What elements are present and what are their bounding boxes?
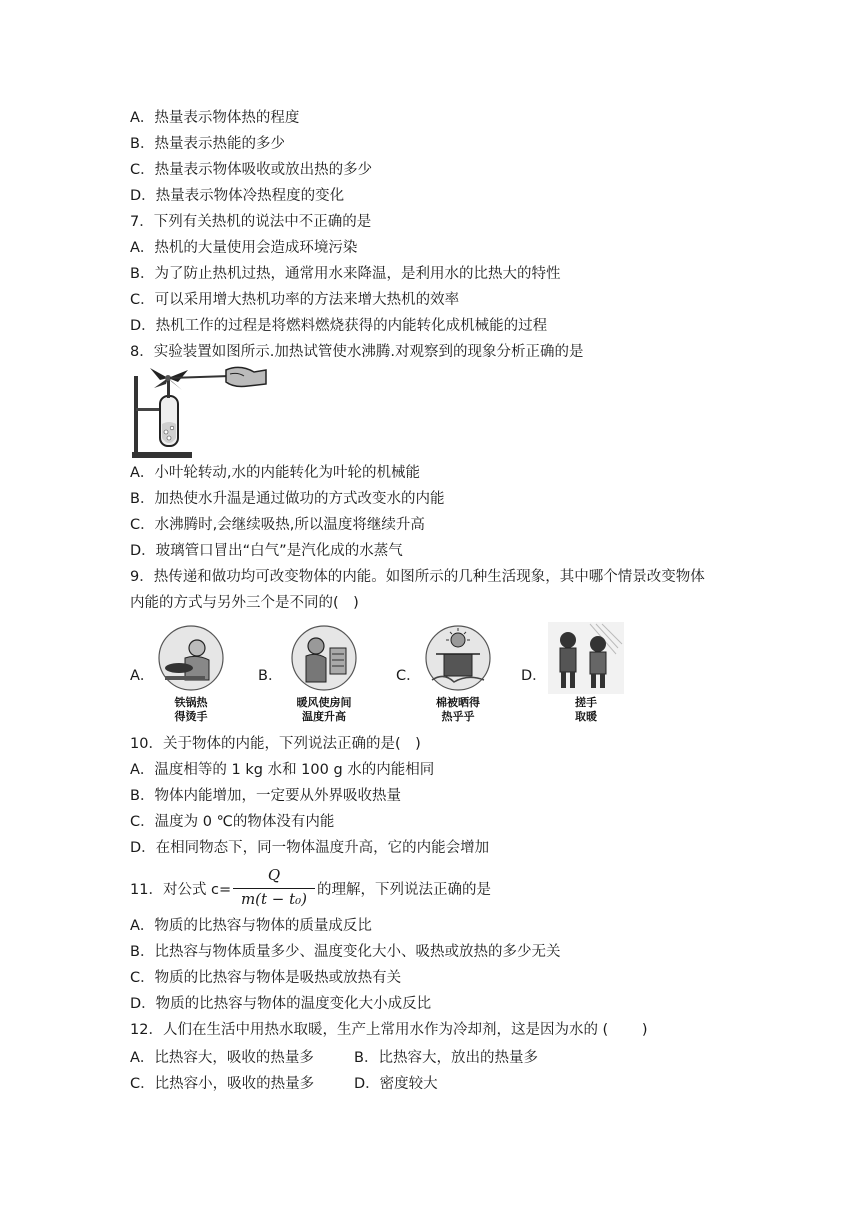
q9-option-d-label: D．: [521, 668, 547, 684]
q6-option-d: D．热量表示物体冷热程度的变化: [130, 188, 345, 204]
q10-stem: 10．关于物体的内能，下列说法正确的是( ): [130, 736, 421, 752]
q11-option-b: B．比热容与物体质量多少、温度变化大小、吸热或放热的多少无关: [130, 944, 561, 960]
q9-option-d-caption-1: 搓手: [575, 696, 597, 709]
warm-air-figure: [290, 624, 358, 692]
q10-option-c: C．温度为 0 ℃的物体没有内能: [130, 814, 335, 830]
q7-option-d: D．热机工作的过程是将燃料燃烧获得的内能转化成机械能的过程: [130, 318, 548, 334]
q9-option-c-caption-2: 热乎乎: [441, 710, 475, 723]
q6-option-a: A．热量表示物体热的程度: [130, 110, 300, 126]
q10-option-b: B．物体内能增加，一定要从外界吸收热量: [130, 788, 401, 804]
q10-option-d: D．在相同物态下，同一物体温度升高，它的内能会增加: [130, 840, 490, 856]
test-tube-pinwheel-figure: [130, 366, 270, 462]
iron-pot-figure: [157, 624, 225, 692]
q9-option-d-caption-2: 取暖: [575, 710, 597, 723]
q12-stem: 12．人们在生活中用热水取暖，生产上常用水作为冷却剂，这是因为水的 ( ): [130, 1022, 648, 1038]
q12-option-a: A．比热容大，吸收的热量多: [130, 1050, 314, 1066]
q9-option-b-caption-2: 温度升高: [302, 710, 346, 723]
q10-option-a: A．温度相等的 1 kg 水和 100 g 水的内能相同: [130, 762, 435, 778]
q7-option-c: C．可以采用增大热机功率的方法来增大热机的效率: [130, 292, 460, 308]
q8-option-b: B．加热使水升温是通过做功的方式改变水的内能: [130, 491, 445, 507]
q9-option-a-caption-1: 铁锅热: [174, 696, 208, 709]
q8-stem: 8．实验装置如图所示.加热试管使水沸腾.对观察到的现象分析正确的是: [130, 344, 584, 360]
rub-hands-figure: [548, 622, 624, 694]
q8-option-a: A．小叶轮转动,水的内能转化为叶轮的机械能: [130, 465, 421, 481]
formula-denominator: m(t − t₀): [240, 890, 308, 908]
q8-option-c: C．水沸腾时,会继续吸热,所以温度将继续升高: [130, 517, 425, 533]
q11-stem-prefix: 11．对公式 c=: [130, 882, 232, 898]
q6-option-b: B．热量表示热能的多少: [130, 136, 285, 152]
q9-option-c-caption-1: 棉被晒得: [436, 696, 480, 709]
q9-stem-line2: 内能的方式与另外三个是不同的( ): [130, 595, 359, 611]
q11-option-d: D．物质的比热容与物体的温度变化大小成反比: [130, 996, 432, 1012]
q7-stem: 7．下列有关热机的说法中不正确的是: [130, 214, 372, 230]
q7-option-a: A．热机的大量使用会造成环境污染: [130, 240, 358, 256]
q9-option-b-caption-1: 暖风使房间: [296, 696, 352, 709]
fraction-bar: [233, 888, 315, 889]
q11-stem-suffix: 的理解，下列说法正确的是: [317, 882, 491, 898]
q9-option-a-label: A．: [130, 668, 155, 684]
q11-option-c: C．物质的比热容与物体是吸热或放热有关: [130, 970, 402, 986]
q9-stem-line1: 9．热传递和做功均可改变物体的内能。如图所示的几种生活现象，其中哪个情景改变物体: [130, 569, 705, 585]
specific-heat-formula: [233, 866, 315, 914]
q7-option-b: B．为了防止热机过热，通常用水来降温，是利用水的比热大的特性: [130, 266, 561, 282]
q6-option-c: C．热量表示物体吸收或放出热的多少: [130, 162, 373, 178]
q9-option-c-label: C．: [396, 668, 421, 684]
q9-option-b-label: B．: [258, 668, 283, 684]
q9-option-a-caption-2: 得烫手: [174, 710, 208, 723]
q12-option-b: B．比热容大，放出的热量多: [354, 1050, 538, 1066]
q8-option-d: D．玻璃管口冒出“白气”是汽化成的水蒸气: [130, 543, 403, 559]
q11-option-a: A．物质的比热容与物体的质量成反比: [130, 918, 372, 934]
q12-option-d: D．密度较大: [354, 1076, 438, 1092]
formula-numerator: Q: [267, 866, 281, 884]
sun-quilt-figure: [424, 624, 492, 692]
q12-option-c: C．比热容小，吸收的热量多: [130, 1076, 315, 1092]
